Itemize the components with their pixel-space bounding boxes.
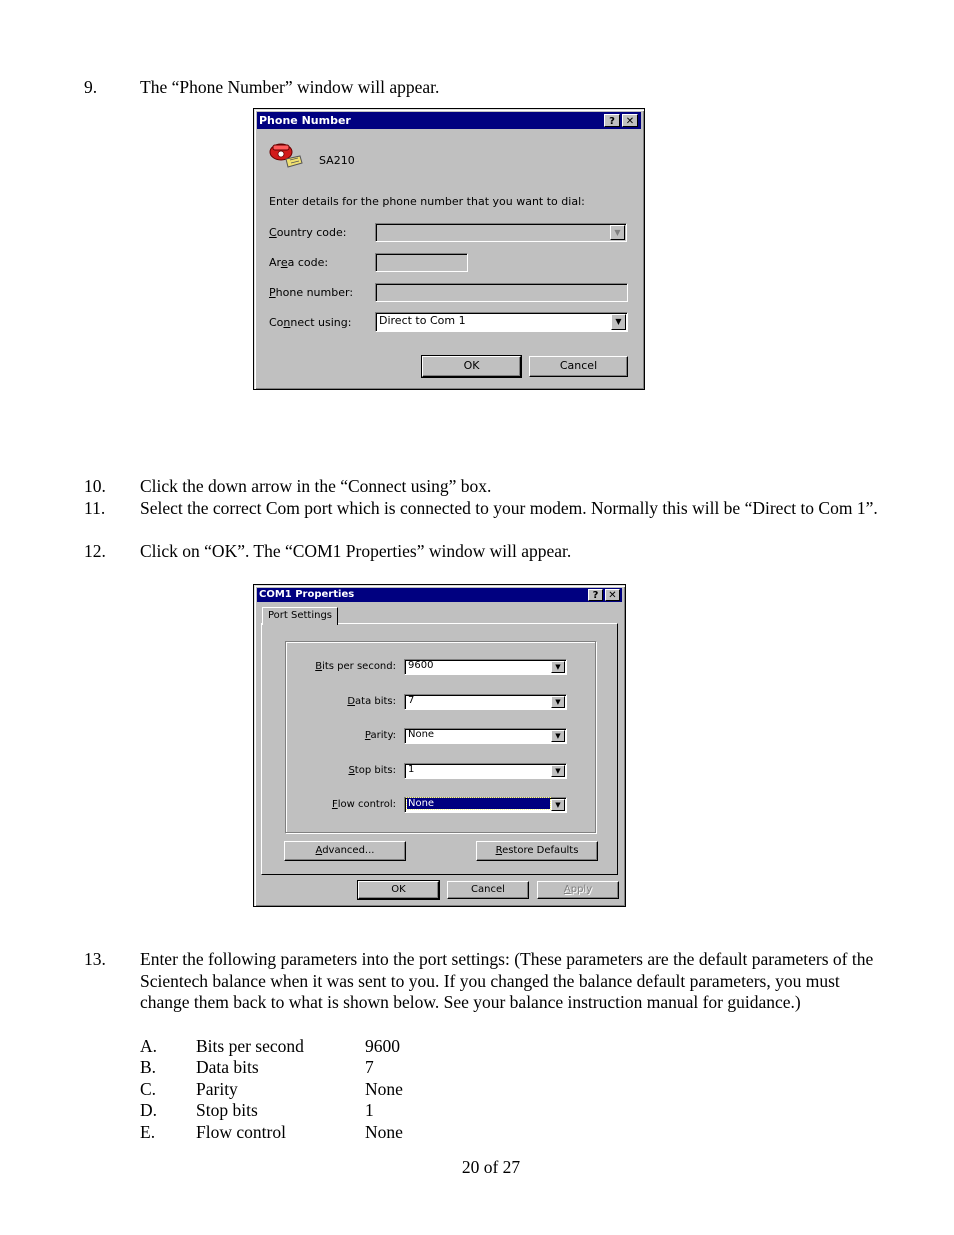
step-number: 9. bbox=[84, 77, 98, 97]
data-bits-label: Data bits: bbox=[347, 696, 396, 707]
help-button[interactable]: ? bbox=[604, 114, 620, 127]
param-name: Bits per second bbox=[196, 1036, 304, 1056]
step-number: 11. bbox=[84, 498, 106, 518]
advanced-button[interactable]: Advanced... bbox=[284, 841, 406, 861]
data-bits-dropdown[interactable]: 7 ▼ bbox=[404, 694, 567, 710]
param-name: Parity bbox=[196, 1079, 238, 1099]
step-text: Click on “OK”. The “COM1 Properties” window will appear. bbox=[140, 541, 572, 561]
bits-per-second-label: Bits per second: bbox=[315, 661, 396, 672]
com1-properties-dialog bbox=[253, 584, 626, 907]
chevron-down-icon[interactable]: ▼ bbox=[551, 730, 565, 742]
stop-bits-label: Stop bits: bbox=[348, 765, 396, 776]
ok-button[interactable]: OK bbox=[358, 881, 439, 899]
tab-port-settings[interactable]: Port Settings bbox=[262, 607, 338, 625]
param-name: Flow control bbox=[196, 1122, 286, 1142]
param-name: Data bits bbox=[196, 1057, 259, 1077]
close-button[interactable]: ✕ bbox=[622, 114, 638, 127]
phone-icon bbox=[268, 141, 304, 169]
phone-number-dialog bbox=[253, 108, 645, 390]
instructions-label: Enter details for the phone number that you want to dial: bbox=[269, 195, 585, 208]
area-code-label: Area code: bbox=[269, 256, 329, 269]
help-button[interactable]: ? bbox=[588, 589, 603, 601]
param-value: None bbox=[365, 1079, 403, 1099]
chevron-down-icon[interactable]: ▼ bbox=[611, 314, 626, 330]
parity-dropdown[interactable]: None ▼ bbox=[404, 728, 567, 744]
connect-using-label: Connect using: bbox=[269, 316, 352, 329]
stop-bits-dropdown[interactable]: 1 ▼ bbox=[404, 763, 567, 779]
com-dialog-title: COM1 Properties bbox=[259, 589, 355, 600]
step-text: The “Phone Number” window will appear. bbox=[140, 77, 440, 97]
country-code-dropdown[interactable] bbox=[375, 223, 627, 242]
step-number: 13. bbox=[84, 949, 106, 969]
chevron-down-icon[interactable]: ▼ bbox=[610, 225, 625, 240]
param-value: 9600 bbox=[365, 1036, 400, 1056]
phone-dialog-titlebar bbox=[257, 112, 641, 129]
bits-per-second-dropdown[interactable]: 9600 ▼ bbox=[404, 659, 567, 675]
param-value: 7 bbox=[365, 1057, 374, 1077]
phone-dialog-title: Phone Number bbox=[259, 114, 351, 127]
phone-number-field[interactable] bbox=[375, 283, 628, 302]
param-letter: D. bbox=[140, 1100, 158, 1120]
restore-defaults-button[interactable]: Restore Defaults bbox=[476, 841, 598, 861]
cancel-button[interactable]: Cancel bbox=[447, 881, 529, 899]
chevron-down-icon[interactable]: ▼ bbox=[551, 799, 565, 811]
flow-control-dropdown[interactable]: None ▼ bbox=[404, 797, 567, 813]
cancel-button[interactable]: Cancel bbox=[529, 356, 628, 377]
param-name: Stop bits bbox=[196, 1100, 258, 1120]
flow-control-label: Flow control: bbox=[331, 799, 396, 810]
step-text: Select the correct Com port which is connected to your modem. Normally this will be “Direct to Com 1”. bbox=[140, 498, 878, 518]
step-number: 10. bbox=[84, 476, 106, 496]
ok-button[interactable]: OK bbox=[422, 356, 521, 377]
chevron-down-icon[interactable]: ▼ bbox=[551, 661, 565, 673]
param-value: 1 bbox=[365, 1100, 374, 1120]
step-text: Enter the following parameters into the port settings: (These parameters are the default parameters of the Scientech balance when it was sent to you. If you changed the balance default parameters, you must change them back to what is shown below. See your balance instruction manual for guidance.) bbox=[140, 949, 874, 1012]
connection-name: SA210 bbox=[319, 154, 355, 167]
param-letter: A. bbox=[140, 1036, 158, 1056]
param-value: None bbox=[365, 1122, 403, 1142]
apply-button[interactable]: Apply bbox=[537, 881, 619, 899]
com-dialog-titlebar bbox=[257, 588, 622, 602]
param-letter: E. bbox=[140, 1122, 156, 1142]
area-code-field[interactable] bbox=[375, 253, 468, 272]
connect-using-dropdown[interactable]: Direct to Com 1 ▼ bbox=[375, 312, 628, 332]
phone-number-label: Phone number: bbox=[269, 286, 354, 299]
close-button[interactable]: ✕ bbox=[605, 589, 620, 601]
param-letter: B. bbox=[140, 1057, 157, 1077]
chevron-down-icon[interactable]: ▼ bbox=[551, 696, 565, 708]
parity-label: Parity: bbox=[364, 730, 396, 741]
country-code-label: Country code: bbox=[269, 226, 347, 239]
step-text: Click the down arrow in the “Connect using” box. bbox=[140, 476, 492, 496]
page-number: 20 of 27 bbox=[461, 1157, 521, 1177]
step-number: 12. bbox=[84, 541, 106, 561]
param-letter: C. bbox=[140, 1079, 157, 1099]
chevron-down-icon[interactable]: ▼ bbox=[551, 765, 565, 777]
